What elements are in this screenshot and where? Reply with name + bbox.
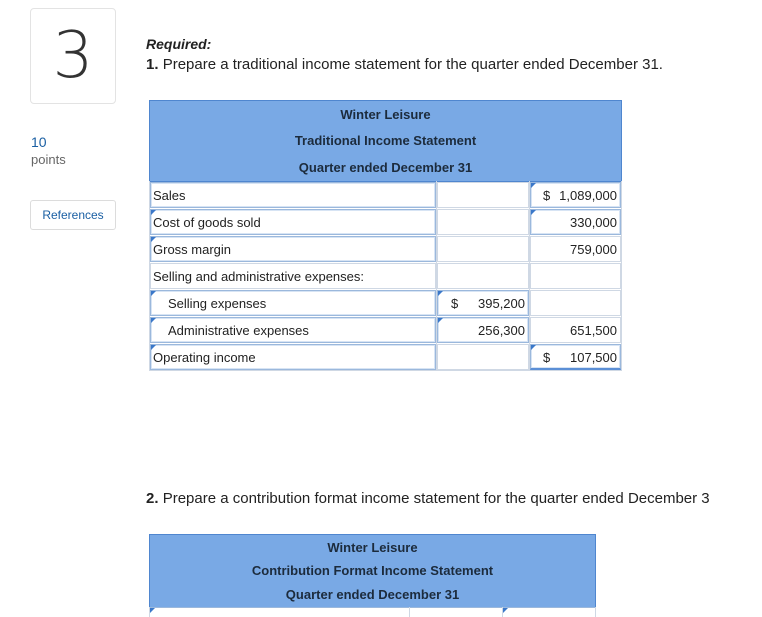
row-admin-amount-input[interactable] [437,317,529,343]
row-gross-label: Gross margin [153,242,232,257]
table1-subtitle: Traditional Income Statement [149,127,622,155]
row-sae-right [530,263,621,289]
dollar-sign: $ [451,296,459,311]
row-sae-label [150,263,436,289]
row-selling-label: Selling expenses [168,296,267,311]
input-marker-icon [531,183,536,188]
input-marker-icon [151,237,156,242]
dollar-sign: $ [543,350,551,365]
part1-number: 1. [146,56,159,73]
row-opinc-amount-input[interactable] [530,344,621,370]
references-button[interactable]: References [30,200,116,230]
input-marker-icon [151,345,156,350]
row-sales-label: Sales [153,188,186,203]
row-cogs-mid-input[interactable] [437,209,529,235]
row-opinc-label: Operating income [153,350,256,365]
row-gross-amount-input[interactable] [530,236,621,262]
table2-period: Quarter ended December 31 [149,582,596,608]
row-admin-total: 651,500 [570,323,617,338]
table2-title: Winter Leisure [149,534,596,559]
required-heading: Required: [146,36,212,52]
row-gross-mid-input[interactable] [437,236,529,262]
part2-instruction [146,490,762,507]
input-marker-icon [438,291,443,296]
row-cogs-label-input[interactable] [150,209,436,235]
row-sales-amount-input[interactable] [530,182,621,208]
table1-period: Quarter ended December 31 [149,154,622,182]
row-admin-amount: 256,300 [478,323,525,338]
row-selling-amount-input[interactable] [437,290,529,316]
table1-title: Winter Leisure [149,100,622,128]
row-opinc-amount: 107,500 [570,350,617,365]
row-opinc-label-input[interactable] [150,344,436,370]
input-marker-icon [503,608,508,613]
row-gross-amount: 759,000 [570,242,617,257]
input-marker-icon [150,608,155,613]
input-marker-icon [438,318,443,323]
row-selling-label-input[interactable] [150,290,436,316]
row-sales-label-input[interactable] [150,182,436,208]
points-label: points [31,152,66,167]
part1-instruction [146,56,663,73]
row-admin-label: Administrative expenses [168,323,309,338]
table2-subtitle: Contribution Format Income Statement [149,558,596,583]
row-admin-label-input[interactable] [150,317,436,343]
row-opinc-mid [437,344,529,370]
row-sae-text: Selling and administrative expenses: [153,269,365,284]
row-gross-label-input[interactable] [150,236,436,262]
row-sales-mid-input[interactable] [437,182,529,208]
points-value: 10 [31,134,47,150]
row-cogs-amount: 330,000 [570,215,617,230]
input-marker-icon [151,210,156,215]
row-admin-total-input[interactable] [530,317,621,343]
part1-text: Prepare a traditional income statement for the quarter ended December 31. [162,56,663,73]
row-cogs-label: Cost of goods sold [153,215,261,230]
row-selling-right [530,290,621,316]
input-marker-icon [151,318,156,323]
part2-text: Prepare a contribution format income statement for the quarter ended December 3 [162,490,710,507]
question-number-box [30,8,116,104]
input-marker-icon [151,291,156,296]
row-selling-amount: 395,200 [478,296,525,311]
row-cogs-amount-input[interactable] [530,209,621,235]
part2-number: 2. [146,490,159,507]
question-number: 3 [52,19,94,93]
input-marker-icon [531,210,536,215]
row-sae-mid [437,263,529,289]
input-marker-icon [531,345,536,350]
dollar-sign: $ [543,188,551,203]
row-sales-amount: 1,089,000 [559,188,617,203]
